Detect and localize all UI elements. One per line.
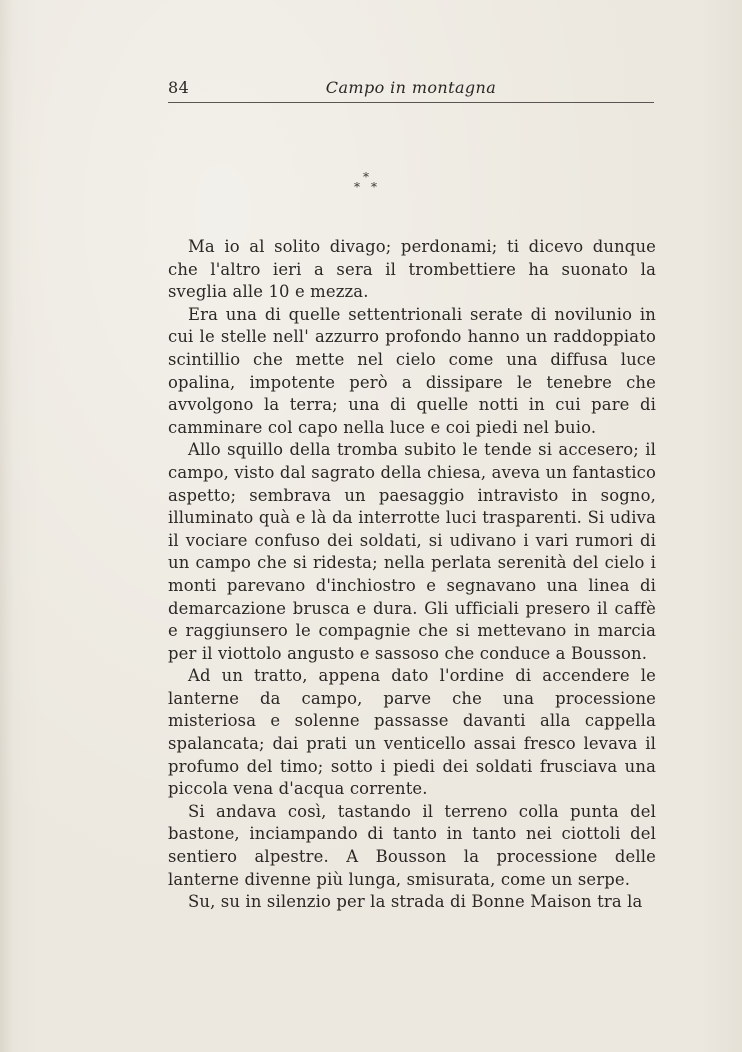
paragraph: Ma io al solito divago; perdonami; ti dicevo dunque che l'altro ieri a sera il trombettiere ha suonato la sveglia alle 10 e mezza. [168, 237, 656, 302]
paragraph: Ad un tratto, appena dato l'ordine di accendere le lanterne da campo, parve che una processione misteriosa e solenne passasse davanti alla cappella spalancata; dai prati un venticello assai fresco levava il profumo del timo; sotto i piedi dei soldati frusciava una piccola vena d'acqua corrente. [168, 666, 656, 799]
asterisk-left: * [354, 180, 360, 194]
page-header [168, 78, 654, 103]
paragraph: Su, su in silenzio per la strada di Bonne Maison tra la [188, 892, 643, 912]
paragraph: Allo squillo della tromba subito le tende si accesero; il campo, visto dal sagrato della chiesa, aveva un fantastico aspetto; sembrava un paesaggio intravisto in sogno, illuminato quà e là da interrotte luci trasparenti. Si udiva il vociare confuso dei soldati, si udivano i vari rumori di un campo che si ridesta; nella perlata serenità del cielo i monti parevano d'inchiostro e segnavano una linea di demarcazione brusca e dura. Gli ufficiali presero il caffè e raggiunsero le compagnie che si mettevano in marcia per il viottolo angusto e sassoso che conduce a Bousson. [168, 440, 656, 663]
paragraph: Era una di quelle settentrionali serate di novilunio in cui le stelle nell' azzurro profondo hanno un raddoppiato scintillio che mette nel cielo come una diffusa luce opalina, impotente però a dissipare le tenebre che avvolgono la terra; una di quelle notti in cui pare di camminare col capo nella luce e coi piedi nel buio. [168, 304, 656, 437]
page-number: 84 [168, 78, 190, 97]
running-title: Campo in montagna [325, 78, 497, 97]
asterisk-right: * [371, 180, 377, 194]
paragraph: Si andava così, tastando il terreno colla punta del bastone, inciampando di tanto in tanto nei ciottoli del sentiero alpestre. A Bousson la processione delle lanterne divenne più lunga, smisurata, come un serpe. [168, 801, 656, 889]
body-text [168, 236, 656, 914]
asterisk-top: * [363, 170, 369, 184]
section-break-asterism [340, 170, 400, 200]
